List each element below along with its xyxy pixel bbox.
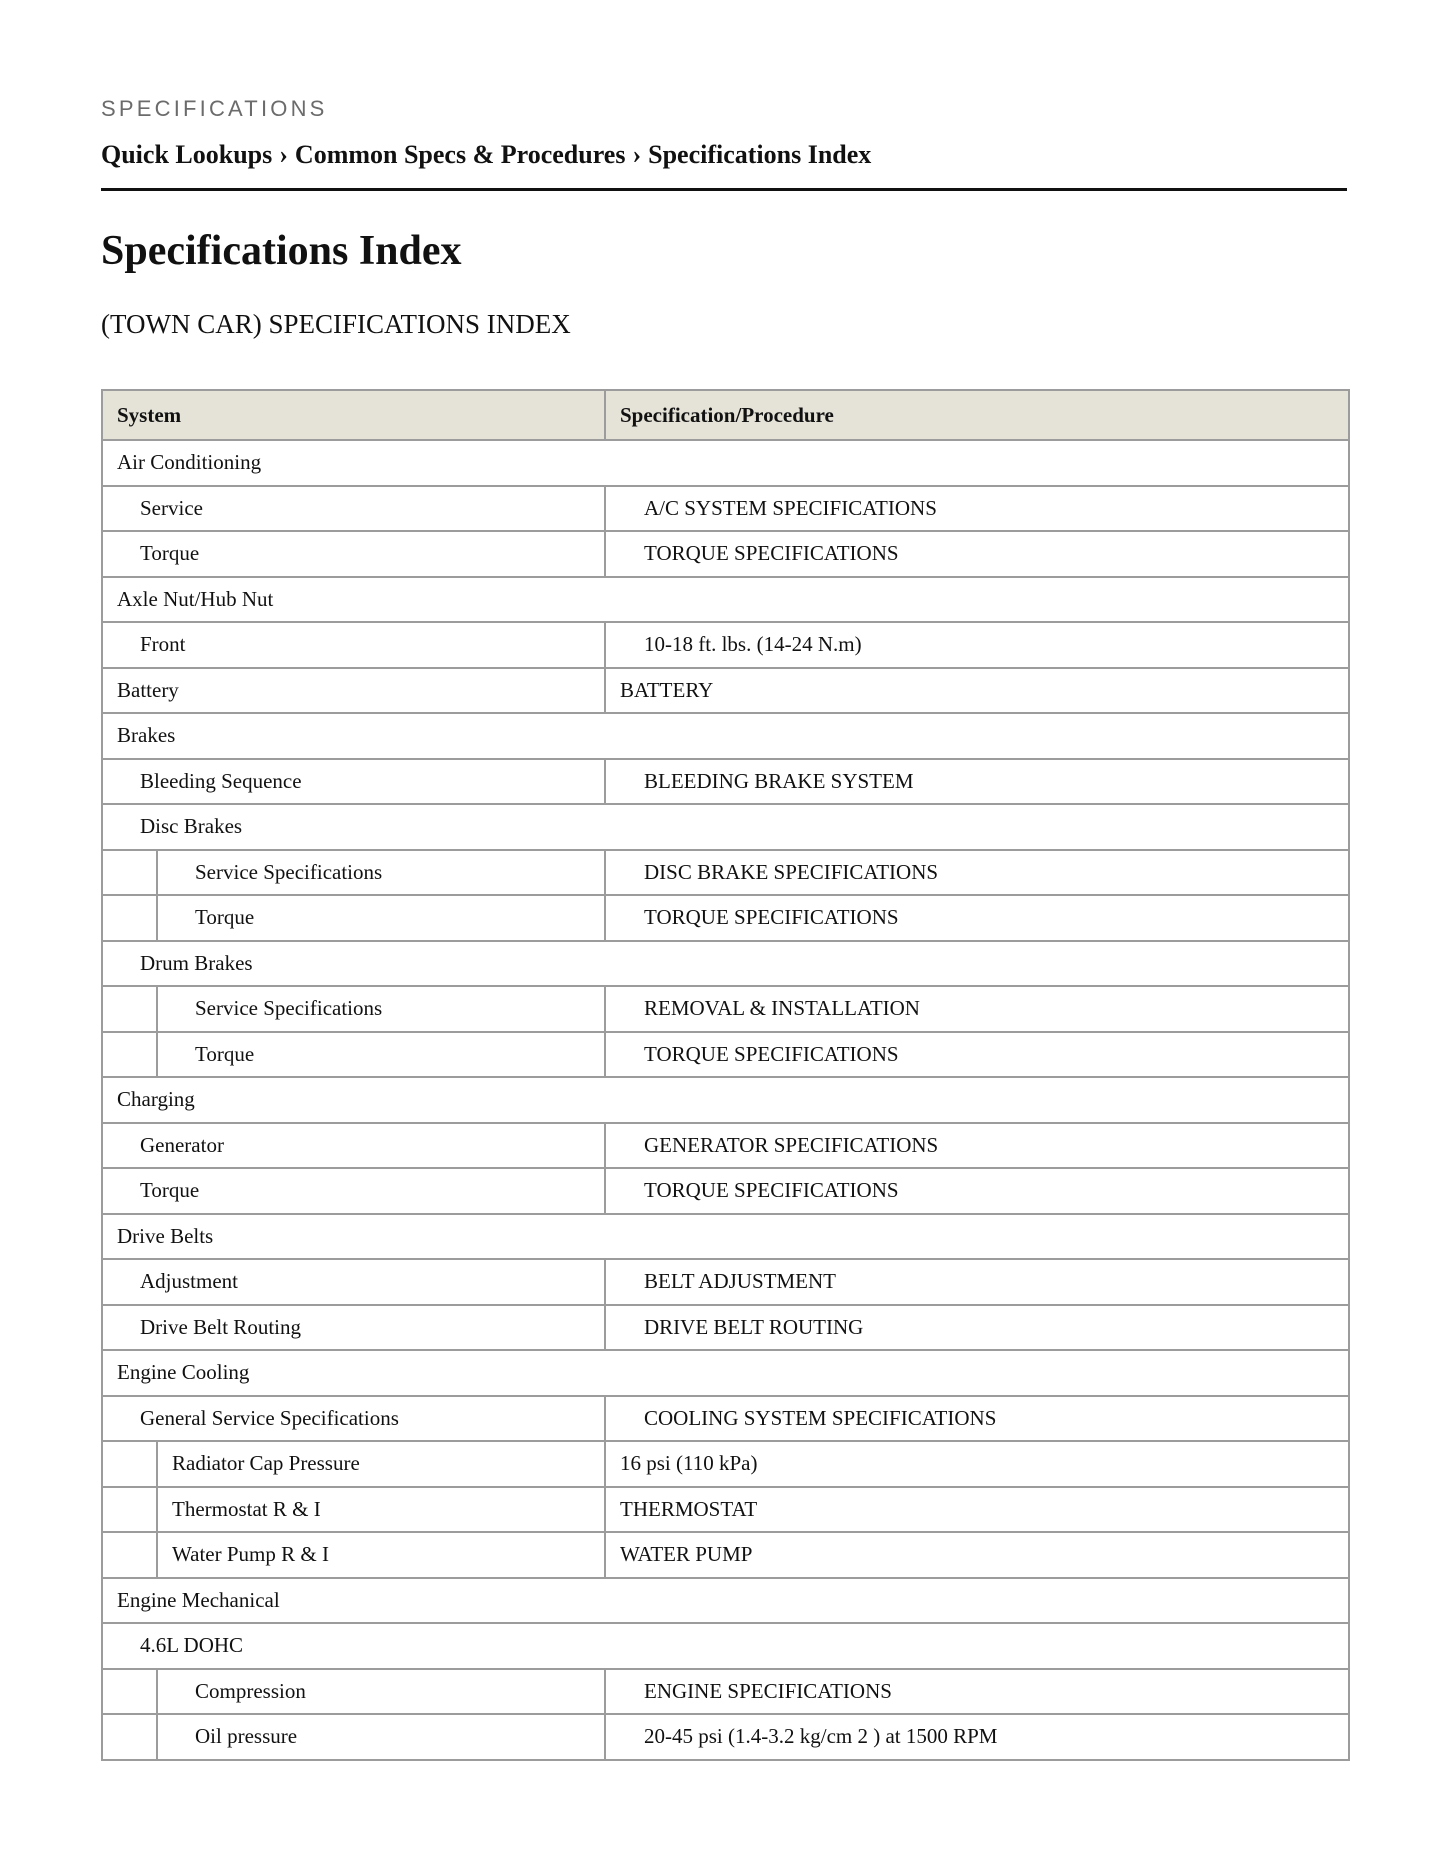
table-row: [102, 1669, 1349, 1715]
spec-link[interactable]: TORQUE SPECIFICATIONS: [605, 1168, 1349, 1214]
system-cell: Torque: [102, 531, 605, 577]
spec-link[interactable]: WATER PUMP: [605, 1532, 1349, 1578]
system-cell: Front: [102, 622, 605, 668]
table-row: [102, 1032, 1349, 1078]
system-cell: [102, 850, 605, 896]
spec-link[interactable]: TORQUE SPECIFICATIONS: [605, 895, 1349, 941]
category-cell: Charging: [102, 1077, 1349, 1123]
table-row: [102, 531, 1349, 577]
category-cell: Engine Mechanical: [102, 1578, 1349, 1624]
spec-link[interactable]: DISC BRAKE SPECIFICATIONS: [605, 850, 1349, 896]
spec-link[interactable]: REMOVAL & INSTALLATION: [605, 986, 1349, 1032]
page-title: Specifications Index: [101, 228, 462, 274]
spec-link[interactable]: TORQUE SPECIFICATIONS: [605, 1032, 1349, 1078]
system-cell: [102, 1669, 605, 1715]
system-cell: [102, 895, 605, 941]
breadcrumb-separator: ›: [279, 140, 288, 169]
spec-link[interactable]: BELT ADJUSTMENT: [605, 1259, 1349, 1305]
table-row-category: [102, 1350, 1349, 1396]
system-cell: [102, 1714, 605, 1760]
table-row: [102, 1259, 1349, 1305]
spec-link[interactable]: COOLING SYSTEM SPECIFICATIONS: [605, 1396, 1349, 1442]
table-row-category: [102, 713, 1349, 759]
category-cell: Drive Belts: [102, 1214, 1349, 1260]
table-row-category: [102, 440, 1349, 486]
table-row: [102, 895, 1349, 941]
system-cell: Battery: [102, 668, 605, 714]
system-cell: [102, 1441, 605, 1487]
system-label: Oil pressure: [195, 1724, 298, 1749]
system-label: Water Pump R & I: [172, 1542, 329, 1567]
system-cell: Torque: [102, 1168, 605, 1214]
spec-link[interactable]: ENGINE SPECIFICATIONS: [605, 1669, 1349, 1715]
section-eyebrow: SPECIFICATIONS: [101, 96, 328, 121]
spec-link[interactable]: GENERATOR SPECIFICATIONS: [605, 1123, 1349, 1169]
table-row-category: [102, 577, 1349, 623]
spec-link[interactable]: A/C SYSTEM SPECIFICATIONS: [605, 486, 1349, 532]
table-row: [102, 486, 1349, 532]
system-label: Compression: [195, 1678, 306, 1703]
breadcrumb-item-specifications-index[interactable]: Specifications Index: [648, 140, 872, 169]
table-row-category: [102, 1578, 1349, 1624]
system-cell: [102, 1032, 605, 1078]
category-cell: Engine Cooling: [102, 1350, 1349, 1396]
table-row: [102, 1441, 1349, 1487]
table-row: [102, 759, 1349, 805]
system-cell: Service: [102, 486, 605, 532]
breadcrumb-item-common-specs[interactable]: Common Specs & Procedures: [294, 140, 626, 169]
specifications-table: [101, 389, 1350, 1761]
table-row: [102, 668, 1349, 714]
system-label: Torque: [195, 905, 255, 930]
system-cell: [102, 986, 605, 1032]
system-cell: [102, 1487, 605, 1533]
table-row: [102, 986, 1349, 1032]
spec-link[interactable]: BLEEDING BRAKE SYSTEM: [605, 759, 1349, 805]
spec-link[interactable]: BATTERY: [605, 668, 1349, 714]
spec-value: 16 psi (110 kPa): [605, 1441, 1349, 1487]
table-row-subcategory: [102, 941, 1349, 987]
column-header-system: System: [102, 390, 605, 440]
table-row-category: [102, 1077, 1349, 1123]
table-row: [102, 1168, 1349, 1214]
category-cell: Axle Nut/Hub Nut: [102, 577, 1349, 623]
category-cell: Brakes: [102, 713, 1349, 759]
system-label: Service Specifications: [195, 859, 383, 884]
header-divider: [101, 188, 1347, 191]
spec-value: 10-18 ft. lbs. (14-24 N.m): [605, 622, 1349, 668]
table-row: [102, 1123, 1349, 1169]
table-row: [102, 1532, 1349, 1578]
page-subtitle: (TOWN CAR) SPECIFICATIONS INDEX: [101, 309, 571, 339]
breadcrumb: [101, 139, 871, 171]
category-cell: Air Conditioning: [102, 440, 1349, 486]
system-label: Service Specifications: [195, 996, 383, 1021]
system-cell: Bleeding Sequence: [102, 759, 605, 805]
system-cell: Generator: [102, 1123, 605, 1169]
table-row: [102, 850, 1349, 896]
table-header-row: [102, 390, 1349, 440]
spec-link[interactable]: THERMOSTAT: [605, 1487, 1349, 1533]
table-row: [102, 1714, 1349, 1760]
table-row: [102, 622, 1349, 668]
column-header-spec: Specification/Procedure: [605, 390, 1349, 440]
breadcrumb-separator: ›: [632, 140, 642, 169]
spec-value: 20-45 psi (1.4-3.2 kg/cm 2 ) at 1500 RPM: [605, 1714, 1349, 1760]
spec-link[interactable]: DRIVE BELT ROUTING: [605, 1305, 1349, 1351]
table-row-category: [102, 1214, 1349, 1260]
system-cell: [102, 1532, 605, 1578]
table-row-subcategory: [102, 1623, 1349, 1669]
system-label: Thermostat R & I: [172, 1496, 321, 1521]
table-row: [102, 1305, 1349, 1351]
system-cell: Adjustment: [102, 1259, 605, 1305]
system-cell: Drive Belt Routing: [102, 1305, 605, 1351]
subcategory-cell: 4.6L DOHC: [102, 1623, 1349, 1669]
table-row-subcategory: [102, 804, 1349, 850]
spec-link[interactable]: TORQUE SPECIFICATIONS: [605, 531, 1349, 577]
system-label: Radiator Cap Pressure: [172, 1451, 360, 1476]
breadcrumb-item-quick-lookups[interactable]: Quick Lookups: [101, 140, 273, 169]
table-row: [102, 1487, 1349, 1533]
subcategory-cell: Disc Brakes: [102, 804, 1349, 850]
table-row: [102, 1396, 1349, 1442]
subcategory-cell: Drum Brakes: [102, 941, 1349, 987]
system-cell: General Service Specifications: [102, 1396, 605, 1442]
system-label: Torque: [195, 1041, 255, 1066]
